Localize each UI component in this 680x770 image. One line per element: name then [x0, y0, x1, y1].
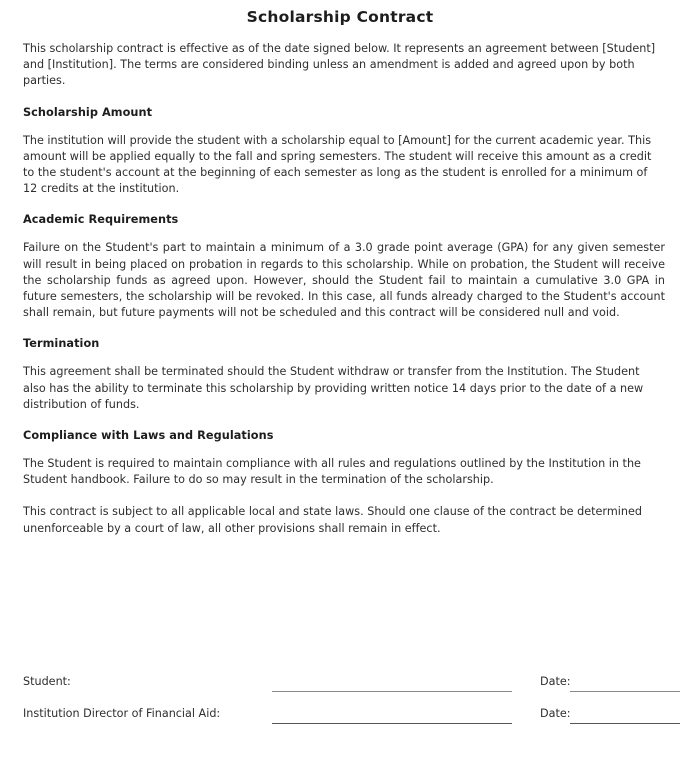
spacer	[23, 90, 665, 105]
spacer	[23, 27, 665, 41]
date-line-student[interactable]	[570, 691, 680, 692]
page-title: Scholarship Contract	[246, 8, 434, 26]
spacer	[23, 351, 665, 364]
section-heading-scholarship-amount: Scholarship Amount	[23, 105, 153, 119]
spacer	[23, 413, 665, 428]
signature-label-director: Institution Director of Financial Aid:	[23, 707, 221, 720]
spacer	[23, 120, 665, 133]
date-line-director[interactable]	[570, 723, 680, 724]
section-heading-termination: Termination	[23, 337, 100, 351]
spacer	[23, 488, 665, 504]
signature-row-director	[23, 701, 680, 733]
document-body	[0, 27, 680, 537]
section-body-scholarship-amount: The institution will provide the student with a scholarship equal to [Amount] for the current academic year. This amount will be applied equally to the fall and spring semesters. The student will receive this amount as a credit to the student's account at the beginning of each semester as long as the student is enrolled for a minimum of 12 credits at the institution.	[23, 133, 652, 196]
closing-paragraph: This contract is subject to all applicable local and state laws. Should one clause of the contract be determined unenforceable by a court of law, all other provisions shall remain in effect.	[23, 505, 642, 535]
signature-line-student[interactable]	[272, 691, 512, 692]
section-body-termination: This agreement shall be terminated should the Student withdraw or transfer from the Institution. The Student also has the ability to terminate this scholarship by providing written notice 14 days prior to the date of a new distribution of funds.	[23, 365, 644, 411]
section-body-academic-requirements: Failure on the Student's part to maintain a minimum of a 3.0 grade point average (GPA) for any given semester will result in being placed on probation in regards to this scholarship. While on probation, the Student will receive the scholarship funds as agreed upon. However, should the Student fail to maintain a cumulative 3.0 GPA in future semesters, the scholarship will be revoked. In this case, all funds already charged to the Student's account shall remain, but future payments will not be scheduled and this contract will be considered null and void.	[23, 241, 665, 320]
section-heading-compliance: Compliance with Laws and Regulations	[23, 429, 274, 443]
date-label-student: Date:	[540, 675, 571, 688]
spacer	[23, 321, 665, 336]
spacer	[23, 443, 665, 456]
document-page	[0, 7, 680, 770]
date-label-director: Date:	[540, 707, 571, 720]
spacer	[23, 197, 665, 212]
intro-paragraph: This scholarship contract is effective as of the date signed below. It represents an agreement between [Student] and [Institution]. The terms are considered binding unless an amendment is added and agreed upon by both parties.	[23, 42, 656, 88]
signature-block	[0, 669, 680, 733]
signature-line-director[interactable]	[272, 723, 512, 724]
section-body-compliance: The Student is required to maintain compliance with all rules and regulations outlined by the Institution in the Student handbook. Failure to do so may result in the termination of the scholarship.	[23, 457, 641, 487]
spacer	[23, 227, 665, 240]
signature-label-student: Student:	[23, 675, 71, 688]
signature-row-student	[23, 669, 680, 701]
section-heading-academic-requirements: Academic Requirements	[23, 213, 179, 227]
